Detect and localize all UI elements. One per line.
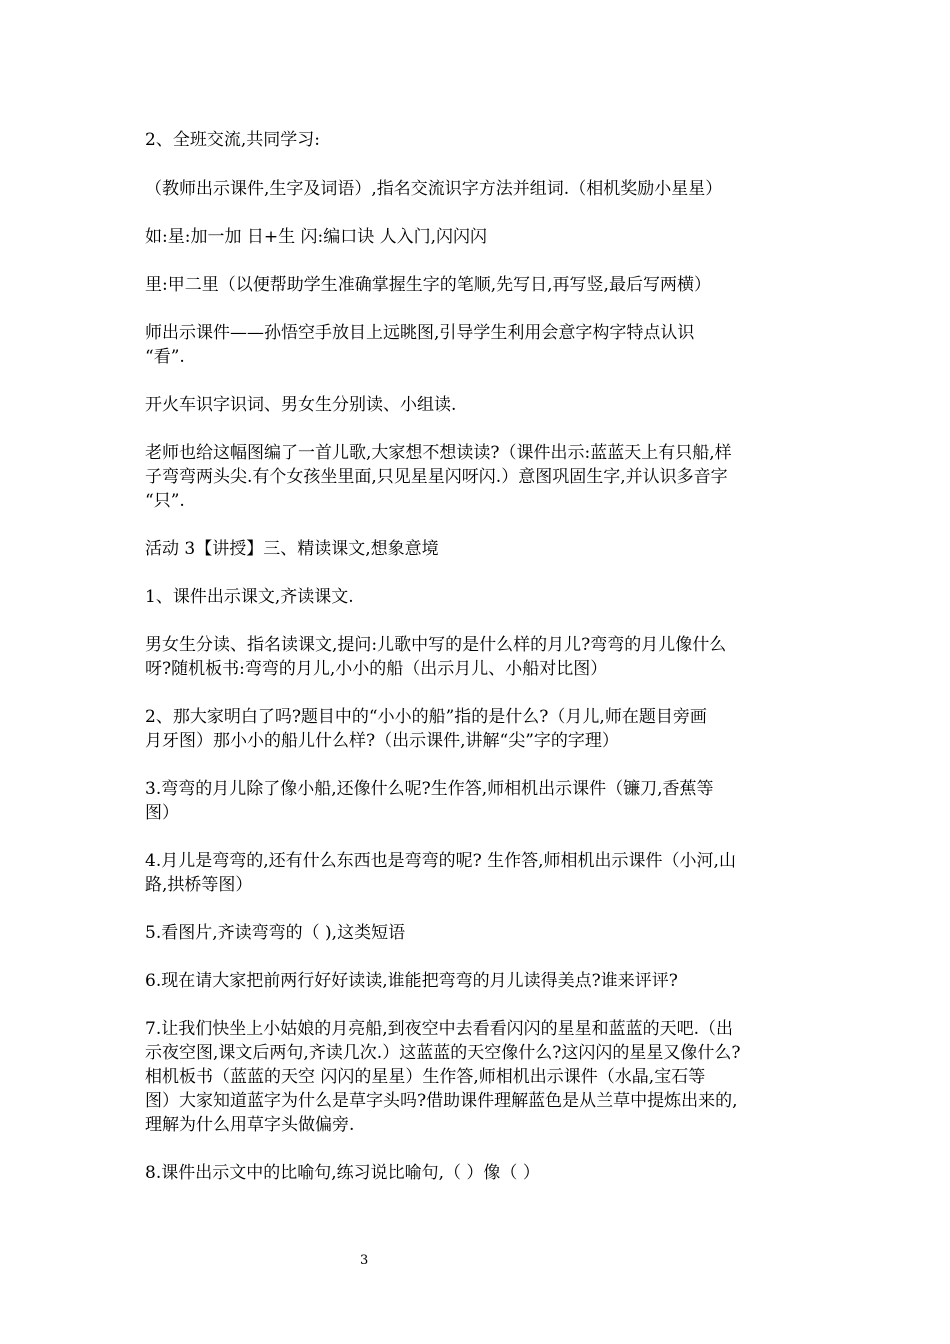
paragraph	[145, 633, 813, 681]
text-line: “看”.	[145, 347, 185, 367]
paragraph	[145, 441, 813, 513]
text-line: 月牙图）那小小的船儿什么样?（出示课件,讲解“尖”字的字理）	[145, 731, 619, 751]
paragraph	[145, 537, 813, 561]
text-line: 老师也给这幅图编了一首儿歌,大家想不想读读?（课件出示:蓝蓝天上有只船,样	[145, 443, 732, 463]
paragraph	[145, 273, 813, 297]
text-line: 8.课件出示文中的比喻句,练习说比喻句,（ ）像（ ）	[145, 1163, 540, 1183]
text-line: 6.现在请大家把前两行好好读读,谁能把弯弯的月儿读得美点?谁来评评?	[145, 971, 678, 991]
text-line: 5.看图片,齐读弯弯的（ ),这类短语	[145, 923, 406, 943]
paragraph	[145, 1017, 813, 1137]
paragraph	[145, 777, 813, 825]
text-line: 1、课件出示课文,齐读课文.	[145, 587, 354, 607]
paragraph	[145, 969, 813, 993]
text-line: 如:星:加一加 日+生 闪:编口诀 人入门,闪闪闪	[145, 227, 488, 247]
paragraph	[145, 849, 813, 897]
text-line: 示夜空图,课文后两句,齐读几次.）这蓝蓝的天空像什么?这闪闪的星星又像什么?	[145, 1043, 741, 1063]
text-line: 相机板书（蓝蓝的天空 闪闪的星星）生作答,师相机出示课件（水晶,宝石等	[145, 1067, 706, 1087]
paragraph	[145, 705, 813, 753]
paragraph	[145, 128, 813, 152]
text-line: （教师出示课件,生字及词语）,指名交流识字方法并组词.（相机奖励小星星）	[145, 179, 723, 199]
text-line: 呀?随机板书:弯弯的月儿,小小的船（出示月儿、小船对比图）	[145, 659, 608, 679]
paragraph	[145, 1161, 813, 1185]
text-line: 3.弯弯的月儿除了像小船,还像什么呢?生作答,师相机出示课件（镰刀,香蕉等	[145, 779, 714, 799]
text-line: 里:甲二里（以便帮助学生准确掌握生字的笔顺,先写日,再写竖,最后写两横）	[145, 275, 711, 295]
paragraph	[145, 585, 813, 609]
text-line: 路,拱桥等图）	[145, 875, 253, 895]
paragraph	[145, 321, 813, 369]
paragraph	[145, 393, 813, 417]
text-line: 图）大家知道蓝字为什么是草字头吗?借助课件理解蓝色是从兰草中提炼出来的,	[145, 1091, 738, 1111]
text-line: 2、全班交流,共同学习:	[145, 130, 320, 150]
text-line: 子弯弯两头尖.有个女孩坐里面,只见星星闪呀闪.）意图巩固生字,并认识多音字	[145, 467, 728, 487]
text-line: 活动 3【讲授】三、精读课文,想象意境	[145, 539, 439, 559]
text-line: 师出示课件——孙悟空手放目上远眺图,引导学生利用会意字构字特点认识	[145, 323, 695, 343]
text-line: 男女生分读、指名读课文,提问:儿歌中写的是什么样的月儿?弯弯的月儿像什么	[145, 635, 727, 655]
text-line: 理解为什么用草字头做偏旁.	[145, 1115, 355, 1135]
text-line: 4.月儿是弯弯的,还有什么东西也是弯弯的呢? 生作答,师相机出示课件（小河,山	[145, 851, 736, 871]
text-line: “只”.	[145, 491, 185, 511]
text-line: 2、那大家明白了吗?题目中的“小小的船”指的是什么?（月儿,师在题目旁画	[145, 707, 707, 727]
paragraph	[145, 177, 813, 201]
page-number: 3	[360, 1253, 369, 1268]
text-line: 7.让我们快坐上小姑娘的月亮船,到夜空中去看看闪闪的星星和蓝蓝的天吧.（出	[145, 1019, 734, 1039]
text-line: 图）	[145, 803, 179, 823]
paragraph	[145, 921, 813, 945]
text-line: 开火车识字识词、男女生分别读、小组读.	[145, 395, 457, 415]
paragraph	[145, 225, 813, 249]
